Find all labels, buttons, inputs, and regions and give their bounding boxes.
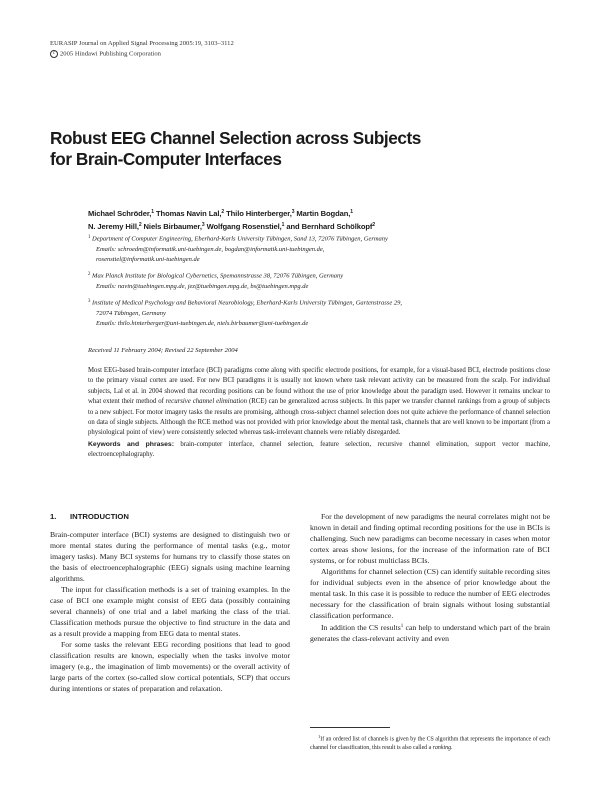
author-line (88, 220, 558, 233)
affil-mark: 2 (138, 221, 142, 228)
received-dates: Received 11 February 2004; Revised 22 September 2004 (88, 347, 238, 354)
section-heading (50, 511, 290, 522)
affil-mark: 2 (221, 209, 225, 215)
author-name: Thomas Navin Lal, (156, 209, 222, 218)
title-line: for Brain-Computer Interfaces (50, 149, 282, 169)
abstract-emphasis: recursive channel elimination (165, 398, 248, 406)
journal-citation: EURASIP Journal on Applied Signal Processing 2005:19, 3103–3112 (50, 40, 234, 47)
copyright-text: 2005 Hindawi Publishing Corporation (60, 50, 161, 58)
left-column (50, 511, 290, 694)
affil-mark: 2 (372, 221, 376, 228)
keywords-label: Keywords and phrases: (88, 441, 174, 448)
affil-emails: Emails: thilo.hinterberger@uni-tuebingen.de, niels.birbaumer@uni-tuebingen.de (96, 320, 309, 328)
author-list (88, 207, 558, 232)
paragraph-text: can help to understand which part of the brain generates the class-relevant activity and even (310, 623, 550, 643)
footnote-divider (310, 727, 390, 728)
footnote-ref: 1 (400, 624, 404, 629)
affil-mark: 3 (291, 209, 295, 215)
affil-emails: Emails: navin@tuebingen.mpg.de, jez@tuebingen.mpg.de, bs@tuebingen.mpg.de (96, 282, 309, 290)
affil-line: Max Planck Institute for Biological Cybernetics, Spemannstrasse 38, 72076 Tübingen, Germany (92, 272, 344, 280)
paragraph-text: In addition the CS results (321, 623, 401, 632)
affil-number: 1 (88, 235, 91, 240)
affiliation-2 (88, 270, 558, 292)
affil-mark: 3 (201, 221, 205, 228)
title-line: Robust EEG Channel Selection across Subjects (50, 128, 421, 148)
affil-line: Institute of Medical Psychology and Behavioral Neurobiology, Eberhard-Karls University Tübingen, Gartenstrasse 29, (92, 299, 402, 307)
keywords-text: brain-computer interface, channel selection, feature selection, recursive channel elimination, support vector machine, electroencephalography. (88, 441, 551, 459)
footnote (310, 733, 550, 752)
affil-mark: 1 (151, 209, 154, 215)
affiliation-3 (88, 297, 558, 330)
affil-line: 72074 Tübingen, Germany (96, 309, 166, 317)
section-title: INTRODUCTION (70, 512, 129, 521)
author-name: Michael Schröder, (88, 209, 152, 218)
author-name: N. Jeremy Hill, (88, 221, 139, 231)
affil-line: Department of Computer Engineering, Eberhard-Karls University Tübingen, Sand 13, 72076 Tübingen, Germany (92, 235, 388, 243)
affil-emails: Emails: schroedm@informatik.uni-tuebingen.de, bogdan@informatik.uni-tuebingen.de, (96, 245, 325, 253)
section-number: 1. (50, 512, 57, 521)
paper-title (50, 128, 550, 170)
paragraph (310, 621, 550, 644)
affil-number: 2 (88, 272, 91, 277)
author-line (88, 207, 558, 220)
abstract-text: (RCE) can be generalized across subjects. In this paper we transfer channel rankings from a group of subjects to a new subject. For motor imagery tasks the results are promising, although cross-subject channel selection does not quite achieve the performance of channel selection on data of single subjects. Although the RCE method was not provided with prior knowledge about the mental task, channels that are well known to be important (from a physiological point of view) were consistently selected whereas task-irrelevant channels were reliably disregarded. (88, 398, 550, 437)
affil-emails: rosenstiel@informatik.uni-tuebingen.de (96, 256, 200, 264)
right-column (310, 511, 550, 644)
author-name: Thilo Hinterberger, (226, 209, 292, 218)
keywords (88, 440, 550, 461)
paragraph: For some tasks the relevant EEG recording positions that lead to good classification results are known, especially when the tasks involve motor imagery (e.g., the imagination of limb movements) or the overall activity of large parts of the cortex (so-called slow cortical potentials, SCP) that occurs during intentions or states of preparation and relaxation. (50, 640, 290, 693)
affil-mark: 1 (281, 221, 285, 228)
footnote-mark: 1 (318, 734, 321, 739)
paragraph: Brain-computer interface (BCI) systems are designed to distinguish two or more mental states during the performance of mental tasks (e.g., motor imagery tasks). Many BCI systems for humans try to classify those states on the basis of electroencephalographic (EEG) signals using machine learning algorithms. (50, 530, 290, 583)
copyright-line (50, 50, 161, 59)
footnote-emphasis: ranking (432, 744, 452, 751)
abstract (88, 366, 550, 439)
paragraph: Algorithms for channel selection (CS) can identify suitable recording sites for individual subjects even in the absence of prior knowledge about the mental task. In this case it is possible to reduce the number of EEG electrodes necessary for the classification of brain signals without losing substantial classification performance. (310, 567, 550, 620)
author-name: Niels Birbaumer, (143, 221, 202, 231)
affil-mark: 1 (350, 209, 353, 215)
abstract-text: Most EEG-based brain-computer interface (BCI) paradigms come along with specific electrode positions, for example, for a visual-based BCI, electrode positions close to the primary visual cortex are used. For new BCI paradigms it is usually not known where task relevant activity can be measured from the scalp. For individual subjects, Lal et al. in 2004 showed that recording positions can be found without the use of prior knowledge about the paradigm used. However it remains unclear to what extent their method of (88, 367, 550, 406)
footnote-text: . (451, 744, 453, 751)
affil-number: 3 (88, 299, 91, 304)
copyright-icon: c (50, 50, 58, 58)
affiliation-1 (88, 233, 558, 266)
footnote-text: If an ordered list of channels is given by the CS algorithm that represents the importance of each channel for classification, this result is also called a (310, 736, 550, 751)
paragraph: The input for classification methods is a set of training examples. In the case of BCI one example might consist of EEG data (possibly containing several channels) of one trial and a label marking the class of the trial. Classification methods pursue the objective to find structure in the data and as a result provide a mapping from EEG data to mental states. (50, 585, 290, 638)
author-name: Wolfgang Rosenstiel, (206, 221, 282, 231)
author-name: and Bernhard Schölkopf (286, 221, 373, 231)
paragraph: For the development of new paradigms the neural correlates might not be known in detail and finding optimal recording positions for the use in BCIs is challenging. Such new paradigms can become necessary in cases when motor cortex areas show lesions, for the increase of the information rate of BCI systems, or for robust multiclass BCIs. (310, 512, 550, 565)
author-name: Martin Bogdan, (296, 209, 351, 218)
